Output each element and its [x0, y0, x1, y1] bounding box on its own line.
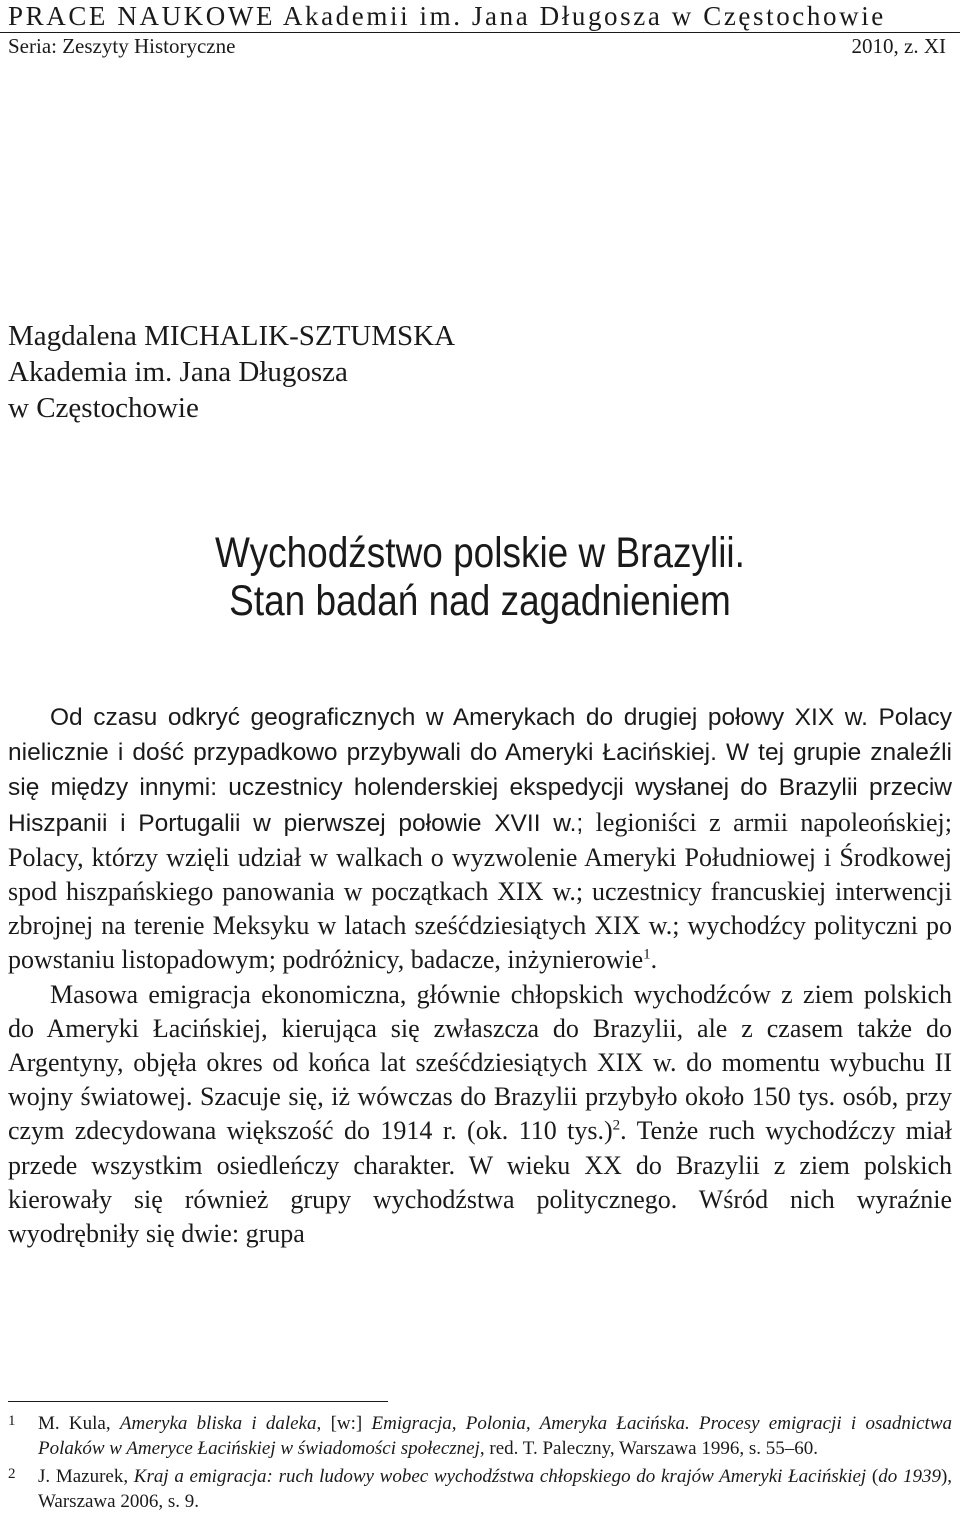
paragraph-1	[8, 700, 952, 978]
footnotes	[8, 1411, 952, 1517]
series-name: Seria: Zeszyty Historyczne	[8, 34, 236, 58]
footnote-connector: , [w:]	[316, 1413, 372, 1434]
journal-title: PRACE NAUKOWE Akademii im. Jana Długosza w Częstochowie	[8, 1, 886, 31]
footnote-number: 2	[8, 1466, 16, 1482]
footnote-tail: , red. T. Paleczny, Warszawa 1996, s. 55–60.	[479, 1438, 818, 1459]
author-name: Magdalena MICHALIK-SZTUMSKA	[8, 320, 456, 352]
footnote-author: M. Kula,	[38, 1413, 120, 1434]
footnote-title: Ameryka bliska i daleka	[119, 1413, 317, 1434]
footnote-title: Kraj a emigracja: ruch ludowy wobec wychodźstwa chłopskiego do krajów Ameryki Łacińskiej	[133, 1466, 867, 1487]
footnote-source: Emigracja, Polonia, Ameryka Łacińska. Procesy emigracji i osadnictwa Polaków w Ameryce Łacińskiej w świadomości społecznej	[38, 1413, 952, 1459]
header-rule	[0, 32, 960, 33]
footnote-ref-1: 1	[643, 946, 651, 963]
footnote-source: do 1939	[878, 1466, 941, 1487]
issue-number: 2010, z. XI	[851, 34, 946, 58]
article-title-line-2: Stan badań nad zagadnieniem	[229, 577, 731, 625]
author-affiliation: Akademia im. Jana Długosza	[8, 356, 348, 388]
paragraph-1-text: legioniści z armii napoleońskiej; Polacy, którzy wzięli udział w walkach o wyzwolenie Ameryki Południowej i Środkowej spod hiszpańskiego panowania w początkach XIX w.; uczestnicy francuskiej interwencji zbrojnej na terenie Meksyku w latach sześćdziesiątych XIX w.; wychodźcy polityczni po powstaniu listopadowym; podróżnicy, badacze, inżynierowie	[8, 807, 952, 975]
footnote-ref-2: 2	[612, 1117, 621, 1134]
footnote-rule	[8, 1401, 388, 1402]
footnote-connector: (	[866, 1466, 879, 1487]
author-affiliation-city: w Częstochowie	[8, 392, 199, 424]
footnote-author: J. Mazurek,	[38, 1466, 134, 1487]
footnote-tail: ), Warszawa 2006, s. 9.	[38, 1466, 953, 1512]
footnote-1	[8, 1411, 952, 1461]
footnote-2	[8, 1464, 952, 1514]
paragraph-2-text-a: Masowa emigracja ekonomiczna, głównie chłopskich wychodźców z ziem polskich do Ameryki Łacińskiej, kierująca się zwłaszcza do Brazylii, ale z czasem także do Argentyny, objęła okres od końca lat sześćdziesiątych XIX w. do momentu wybuchu II wojny światowej. Szacuje się, iż wówczas do Brazylii przybyło około 150 tys. osób, przy czym zdecydowana większość do 1914 r. (ok. 110 tys.)	[8, 979, 952, 1146]
paragraph-2	[8, 978, 952, 1252]
author-block	[8, 318, 455, 426]
paragraph-2-text-b: . Tenże ruch wychodźczy miał przede wszystkim osiedleńczy charakter. W wieku XX do Brazylii z ziem polskich kierowały się również grupy wychodźstwa politycznego. Wśród nich wyraźnie wyodrębniły się dwie: grupa	[8, 1116, 952, 1249]
paragraph-1-intro: Od czasu odkryć geograficznych w Amerykach do drugiej połowy XIX w. Polacy nielicznie i dość przypadkowo przybywali do Ameryki Łacińskiej. W tej grupie znaleźli się między innymi: uczestnicy holenderskiej ekspedycji wysłanej do Brazylii przeciw Hiszpanii i Portugalii w pierwszej połowie XVII w.;	[8, 704, 952, 837]
article-title-line-1: Wychodźstwo polskie w Brazylii.	[215, 529, 745, 577]
footnote-number: 1	[8, 1413, 16, 1429]
article-body	[8, 700, 952, 1251]
article-title	[67, 529, 893, 625]
paragraph-1-end: .	[650, 945, 658, 975]
